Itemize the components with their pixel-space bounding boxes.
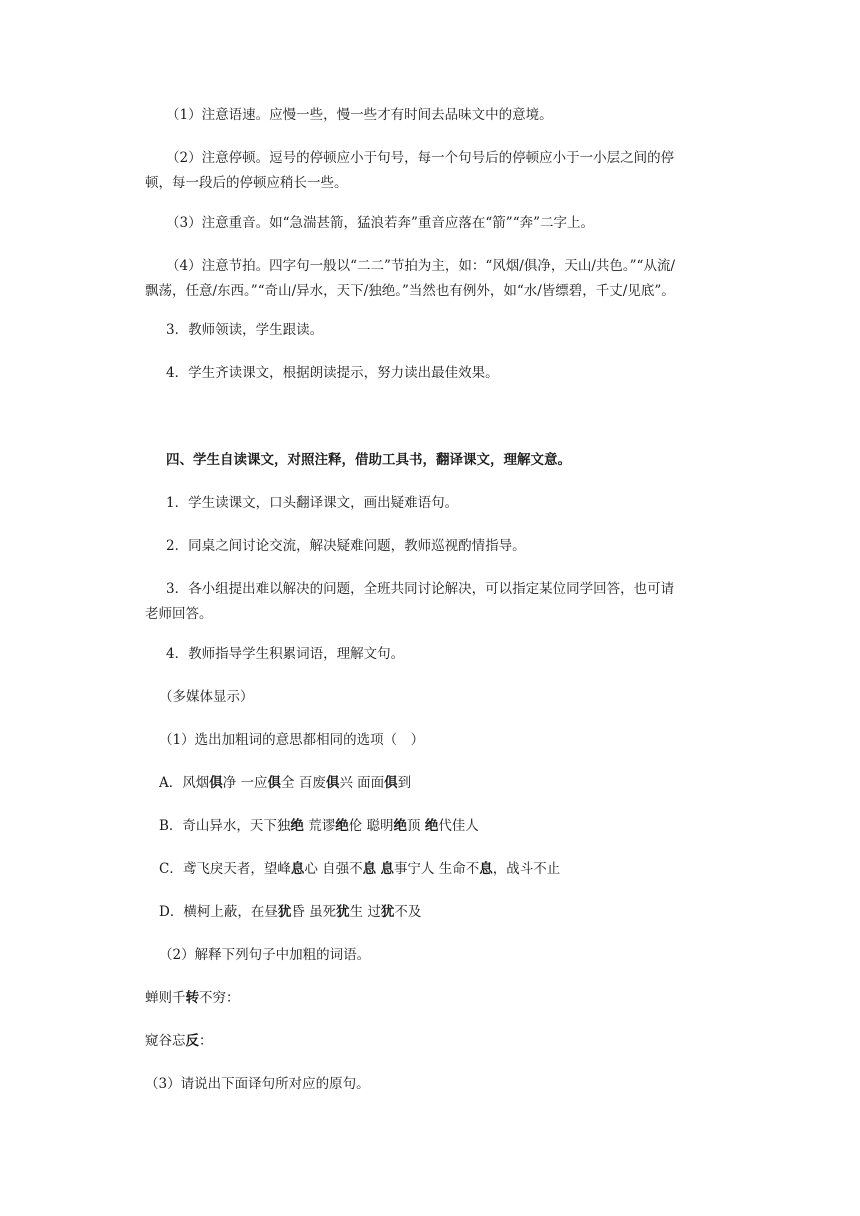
option-text: 生 过 [349, 904, 381, 920]
paragraph-text: 4．学生齐读课文，根据朗读提示，努力读出最佳效果。 [166, 365, 499, 381]
bold-word: 息 [290, 861, 305, 877]
paragraph-line: （4）注意节拍。四字句一般以“二二”节拍为主，如：“风烟/俱净，天山/共色。”“从流/ [166, 258, 675, 274]
option-text: 到 [397, 775, 412, 791]
paragraph-text: 4．教师指导学生积累词语，理解文句。 [166, 646, 405, 662]
paragraph-line: 飘荡，任意/东西。”“奇山/异水，天下/独绝。”当然也有例外，如“水/皆缥碧，千丈/见底”。 [145, 283, 675, 299]
option-text: 伦 聪明 [348, 818, 394, 834]
bold-word: 息 [380, 861, 394, 877]
paragraph-step-3 [145, 577, 735, 627]
item-text: ： [199, 1033, 213, 1049]
bold-word: 俱 [209, 775, 223, 791]
bold-word: 绝 [393, 818, 408, 834]
option-text: 心 自强不 [304, 861, 363, 877]
paragraph-text: （1）注意语速。应慢一些，慢一些才有时间去品味文中的意境。 [166, 107, 553, 123]
item-text: 蝉则千 [145, 990, 186, 1006]
paragraph-student-reading [166, 361, 756, 386]
paragraph-stress [166, 211, 756, 236]
paragraph-line: （2）注意停顿。逗号的停顿应小于句号，每一个句号后的停顿应小于一小层之间的停 [166, 150, 675, 166]
option-text: 全 百废 [281, 775, 326, 791]
question-2-item-1 [145, 986, 735, 1011]
option-text: 荒谬 [303, 818, 336, 834]
question-text: （2）解释下列句子中加粗的词语。 [159, 947, 371, 963]
bold-word: 绝 [290, 818, 304, 834]
paragraph-multimedia [159, 685, 749, 710]
option-text: D．横柯上蔽，在昼 [159, 904, 278, 920]
option-c [159, 857, 749, 882]
option-text: C．鸢飞戾天者，望峰 [159, 861, 291, 877]
paragraph-speed [166, 103, 756, 128]
bold-word: 犹 [277, 904, 292, 920]
paragraph-step-1 [166, 491, 756, 516]
option-d [159, 900, 749, 925]
question-text: （1）选出加粗词的意思都相同的选项（ ） [159, 732, 425, 748]
option-b [159, 814, 749, 839]
paragraph-text: （多媒体显示） [159, 689, 254, 705]
option-text: ，战斗不止 [492, 861, 561, 877]
item-text: 窥谷忘 [145, 1033, 186, 1049]
option-text: 兴 面面 [339, 775, 385, 791]
question-2 [159, 943, 749, 968]
paragraph-teacher-reading [166, 318, 756, 343]
bold-word: 俱 [384, 775, 398, 791]
paragraph-line: 3．各小组提出难以解决的问题，全班共同讨论解决，可以指定某位同学回答，也可请 [166, 581, 675, 597]
bold-word: 息 [362, 861, 377, 877]
paragraph-text: 1．学生读课文，口头翻译课文，画出疑难语句。 [166, 495, 459, 511]
paragraph-text: 2．同桌之间讨论交流，解决疑难问题，教师巡视酌情指导。 [166, 538, 526, 554]
bold-word: 犹 [336, 904, 350, 920]
paragraph-step-2 [166, 534, 756, 559]
section-heading [166, 448, 756, 473]
paragraph-rhythm [145, 254, 735, 304]
paragraph-step-4 [166, 642, 756, 667]
option-text: A．风烟 [159, 775, 210, 791]
option-text: 事宁人 生命不 [393, 861, 480, 877]
bold-word: 息 [479, 861, 493, 877]
paragraph-line: 老师回答。 [145, 606, 213, 622]
option-text: 不及 [394, 904, 422, 920]
paragraph-pause [145, 146, 735, 196]
bold-word: 转 [185, 990, 199, 1006]
bold-word: 反 [185, 1033, 199, 1049]
option-text: 昏 虽死 [291, 904, 337, 920]
paragraph-text: （3）注意重音。如“急湍甚箭，猛浪若奔”重音应落在“箭”“奔”二字上。 [166, 215, 594, 231]
option-text: 顶 [407, 818, 425, 834]
option-text: 代佳人 [438, 818, 479, 834]
question-2-item-2 [145, 1029, 735, 1054]
option-a [159, 771, 749, 796]
paragraph-text: 3．教师领读，学生跟读。 [166, 322, 324, 338]
bold-word: 犹 [380, 904, 395, 920]
option-text: B．奇山异水，天下独 [159, 818, 291, 834]
question-1 [159, 728, 749, 753]
bold-word: 俱 [267, 775, 282, 791]
heading-text: 四、学生自读课文，对照注释，借助工具书，翻译课文，理解文意。 [166, 452, 571, 468]
bold-word: 绝 [424, 818, 439, 834]
item-text: 不穷： [199, 990, 240, 1006]
option-text: 净 一应 [222, 775, 268, 791]
question-3 [145, 1072, 735, 1097]
paragraph-line: 顿，每一段后的停顿应稍长一些。 [145, 175, 348, 191]
bold-word: 俱 [325, 775, 340, 791]
question-text: （3）请说出下面译句所对应的原句。 [145, 1076, 370, 1092]
bold-word: 绝 [335, 818, 349, 834]
